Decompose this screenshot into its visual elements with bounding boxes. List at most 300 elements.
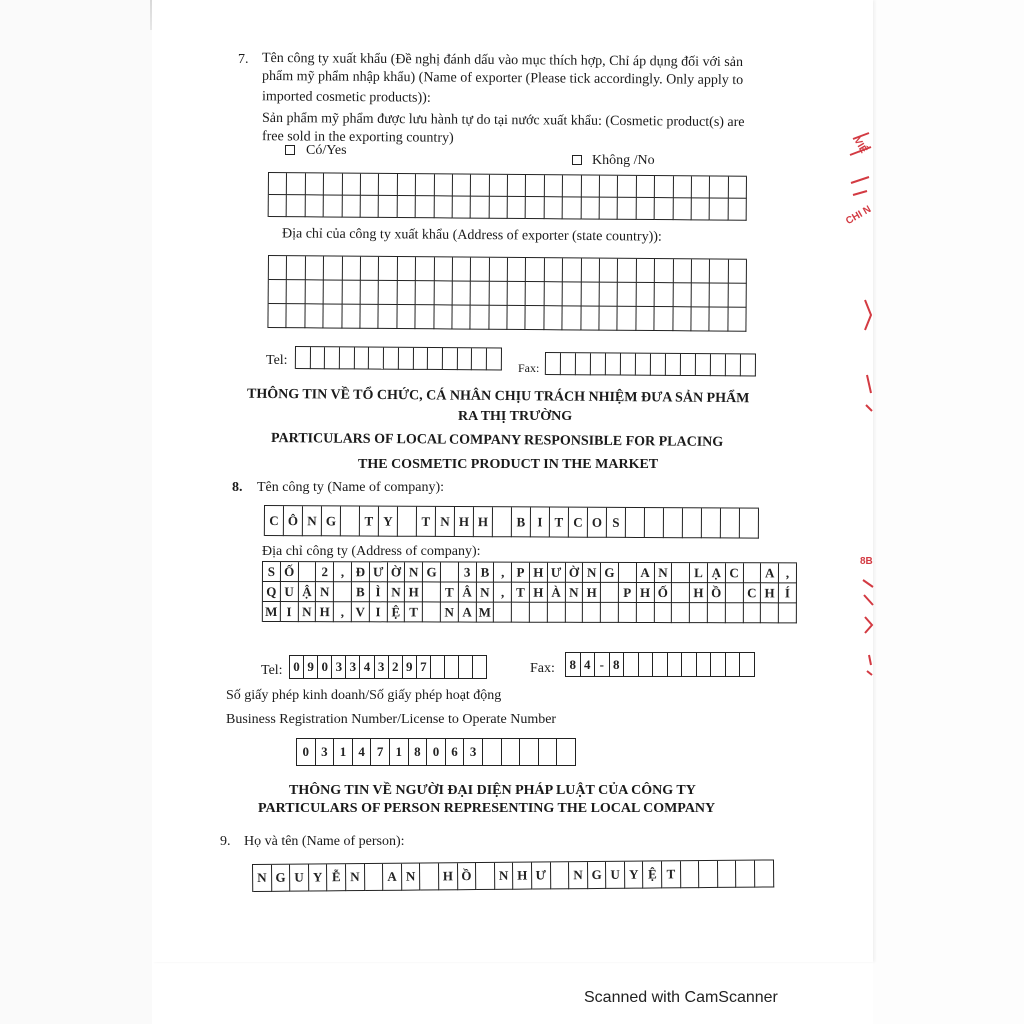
char-box[interactable]: H	[474, 507, 493, 537]
char-box[interactable]	[413, 348, 428, 370]
char-box[interactable]	[526, 175, 545, 197]
person-name-grid[interactable]	[252, 859, 774, 892]
char-box[interactable]: 0	[427, 739, 446, 766]
char-box[interactable]	[507, 306, 526, 330]
char-box[interactable]	[369, 348, 384, 370]
char-box[interactable]	[397, 281, 416, 305]
char-box[interactable]: T	[360, 507, 379, 537]
char-box[interactable]	[702, 508, 721, 538]
char-box[interactable]	[655, 198, 674, 220]
char-box[interactable]: C	[569, 508, 588, 538]
char-box[interactable]: H	[637, 583, 655, 603]
char-box[interactable]	[692, 176, 711, 198]
char-box[interactable]: V	[352, 602, 370, 622]
char-box[interactable]: 1	[334, 739, 353, 766]
char-box[interactable]	[434, 257, 453, 281]
char-box[interactable]: Ờ	[565, 563, 583, 583]
char-box[interactable]: 6	[446, 739, 465, 766]
char-box[interactable]	[626, 508, 645, 538]
char-box[interactable]: T	[550, 507, 569, 537]
char-box[interactable]	[399, 348, 414, 370]
char-box[interactable]	[361, 174, 380, 196]
char-box[interactable]: 3	[332, 656, 346, 679]
char-box[interactable]	[619, 603, 637, 623]
char-box[interactable]: Ì	[370, 582, 388, 602]
char-box[interactable]: ,	[494, 563, 512, 583]
char-box[interactable]: N	[436, 507, 455, 537]
char-box[interactable]	[600, 259, 619, 283]
char-box[interactable]: ,	[779, 563, 797, 583]
char-box[interactable]: U	[281, 582, 299, 602]
char-box[interactable]	[473, 656, 487, 679]
char-box[interactable]: 4	[581, 653, 596, 677]
char-box[interactable]	[718, 861, 737, 888]
char-box[interactable]	[476, 863, 495, 890]
char-box[interactable]	[729, 177, 748, 199]
char-box[interactable]: H	[530, 563, 548, 583]
char-box[interactable]	[489, 197, 508, 219]
char-box[interactable]	[340, 347, 355, 369]
char-box[interactable]	[673, 176, 692, 198]
char-box[interactable]	[581, 175, 600, 197]
char-box[interactable]	[489, 306, 508, 330]
char-box[interactable]	[379, 305, 398, 329]
char-box[interactable]	[361, 196, 380, 218]
char-box[interactable]	[494, 603, 512, 623]
char-box[interactable]: Ễ	[327, 864, 346, 891]
char-box[interactable]: 4	[353, 739, 372, 766]
char-box[interactable]	[637, 603, 655, 623]
char-box[interactable]	[520, 739, 539, 766]
char-box[interactable]	[453, 257, 472, 281]
char-box[interactable]: T	[662, 861, 681, 888]
char-box[interactable]	[443, 348, 458, 370]
char-box[interactable]	[508, 175, 527, 197]
char-box[interactable]: I	[281, 602, 299, 622]
char-box[interactable]: U	[290, 865, 309, 892]
char-box[interactable]	[452, 305, 471, 329]
char-box[interactable]: H	[513, 863, 532, 890]
char-box[interactable]	[445, 656, 459, 679]
char-box[interactable]: N	[565, 583, 583, 603]
char-box[interactable]	[606, 353, 621, 375]
char-box[interactable]: G	[423, 562, 441, 582]
company-tel-grid[interactable]	[289, 655, 487, 679]
char-box[interactable]: U	[606, 862, 625, 889]
company-name-grid[interactable]	[264, 505, 759, 539]
char-box[interactable]	[416, 174, 435, 196]
char-box[interactable]: T	[405, 602, 423, 622]
char-box[interactable]	[583, 603, 601, 623]
char-box[interactable]	[287, 173, 306, 195]
char-box[interactable]	[287, 195, 306, 217]
char-box[interactable]	[398, 507, 417, 537]
char-box[interactable]	[599, 307, 618, 331]
char-box[interactable]: M	[476, 603, 494, 623]
char-box[interactable]	[287, 304, 306, 328]
char-box[interactable]	[726, 354, 741, 376]
char-box[interactable]: ,	[334, 562, 352, 582]
char-box[interactable]	[637, 259, 656, 283]
char-box[interactable]	[672, 563, 690, 583]
char-box[interactable]: Y	[379, 507, 398, 537]
char-box[interactable]	[545, 175, 564, 197]
char-box[interactable]: Ư	[532, 862, 551, 889]
char-box[interactable]	[561, 353, 576, 375]
char-box[interactable]: N	[583, 563, 601, 583]
char-box[interactable]: 8	[566, 653, 581, 677]
char-box[interactable]: -	[595, 653, 610, 677]
char-box[interactable]: O	[588, 508, 607, 538]
char-box[interactable]	[728, 199, 747, 221]
char-box[interactable]: 9	[304, 656, 318, 679]
char-box[interactable]	[581, 306, 600, 330]
char-box[interactable]	[711, 653, 726, 677]
char-box[interactable]: H	[455, 507, 474, 537]
char-box[interactable]	[563, 306, 582, 330]
char-box[interactable]	[361, 281, 380, 305]
char-box[interactable]	[681, 861, 700, 888]
char-box[interactable]	[423, 582, 441, 602]
char-box[interactable]	[550, 862, 569, 889]
char-box[interactable]	[360, 305, 379, 329]
char-box[interactable]: Ư	[548, 563, 566, 583]
char-box[interactable]	[416, 281, 435, 305]
char-box[interactable]	[365, 864, 384, 891]
char-box[interactable]	[299, 562, 317, 582]
char-box[interactable]	[654, 603, 672, 623]
char-box[interactable]	[398, 257, 417, 281]
char-box[interactable]	[600, 176, 619, 198]
char-box[interactable]: N	[303, 506, 322, 536]
char-box[interactable]	[305, 280, 324, 304]
char-box[interactable]: A	[383, 864, 402, 891]
char-box[interactable]	[581, 282, 600, 306]
char-box[interactable]	[621, 354, 636, 376]
char-box[interactable]	[416, 305, 435, 329]
char-box[interactable]	[502, 739, 521, 766]
char-box[interactable]: ,	[334, 602, 352, 622]
char-box[interactable]	[471, 258, 490, 282]
char-box[interactable]	[672, 583, 690, 603]
char-box[interactable]	[673, 283, 692, 307]
char-box[interactable]	[710, 198, 729, 220]
char-box[interactable]	[740, 653, 755, 677]
char-box[interactable]	[637, 176, 656, 198]
char-box[interactable]	[342, 174, 361, 196]
char-box[interactable]	[721, 508, 740, 538]
char-box[interactable]	[434, 281, 453, 305]
char-box[interactable]: A	[637, 563, 655, 583]
char-box[interactable]	[546, 353, 561, 375]
char-box[interactable]	[636, 283, 655, 307]
char-box[interactable]	[710, 283, 729, 307]
char-box[interactable]	[655, 283, 674, 307]
char-box[interactable]	[483, 739, 502, 766]
char-box[interactable]: Ạ	[708, 563, 726, 583]
char-box[interactable]: N	[476, 583, 494, 603]
char-box[interactable]	[548, 603, 566, 623]
char-box[interactable]	[653, 653, 668, 677]
char-box[interactable]: T	[441, 582, 459, 602]
char-box[interactable]	[618, 283, 637, 307]
char-box[interactable]	[472, 348, 487, 370]
char-box[interactable]	[324, 256, 343, 280]
char-box[interactable]: 7	[371, 739, 390, 766]
char-box[interactable]: C	[265, 506, 284, 536]
char-box[interactable]	[431, 656, 445, 679]
char-box[interactable]: H	[316, 602, 334, 622]
char-box[interactable]	[379, 174, 398, 196]
char-box[interactable]	[664, 508, 683, 538]
char-box[interactable]	[416, 257, 435, 281]
char-box[interactable]	[471, 282, 490, 306]
char-box[interactable]: Ệ	[643, 861, 662, 888]
char-box[interactable]	[268, 304, 287, 328]
char-box[interactable]: S	[263, 562, 281, 582]
char-box[interactable]	[334, 582, 352, 602]
char-box[interactable]: H	[583, 583, 601, 603]
char-box[interactable]	[539, 739, 558, 766]
char-box[interactable]	[269, 195, 288, 217]
char-box[interactable]: B	[352, 582, 370, 602]
char-box[interactable]: T	[512, 583, 530, 603]
char-box[interactable]: N	[654, 563, 672, 583]
char-box[interactable]	[673, 198, 692, 220]
char-box[interactable]	[526, 306, 545, 330]
char-box[interactable]	[459, 656, 473, 679]
char-box[interactable]: A	[459, 603, 477, 623]
char-box[interactable]	[311, 347, 326, 369]
char-box[interactable]	[779, 603, 797, 623]
char-box[interactable]: Ố	[654, 583, 672, 603]
char-box[interactable]: C	[726, 563, 744, 583]
char-box[interactable]: 4	[360, 656, 374, 679]
char-box[interactable]: 9	[403, 656, 417, 679]
char-box[interactable]	[306, 256, 325, 280]
char-box[interactable]	[487, 348, 502, 370]
char-box[interactable]	[708, 603, 726, 623]
char-box[interactable]	[600, 198, 619, 220]
char-box[interactable]	[726, 653, 741, 677]
char-box[interactable]: N	[346, 864, 365, 891]
char-box[interactable]: N	[441, 602, 459, 622]
char-box[interactable]: Q	[263, 582, 281, 602]
char-box[interactable]: H	[761, 583, 779, 603]
char-box[interactable]	[434, 174, 453, 196]
char-box[interactable]: A	[761, 563, 779, 583]
char-box[interactable]	[379, 257, 398, 281]
char-box[interactable]: 3	[464, 739, 483, 766]
char-box[interactable]: N	[405, 562, 423, 582]
char-box[interactable]: 7	[417, 656, 431, 679]
char-box[interactable]: G	[601, 563, 619, 583]
char-box[interactable]: À	[548, 583, 566, 603]
char-box[interactable]	[361, 257, 380, 281]
char-box[interactable]	[471, 306, 490, 330]
char-box[interactable]	[645, 508, 664, 538]
char-box[interactable]	[682, 653, 697, 677]
char-box[interactable]	[441, 562, 459, 582]
char-box[interactable]	[601, 583, 619, 603]
char-box[interactable]: 0	[297, 739, 316, 766]
char-box[interactable]: Ậ	[298, 582, 316, 602]
char-box[interactable]	[287, 256, 306, 280]
char-box[interactable]: 8	[409, 739, 428, 766]
exporter-address-grid[interactable]	[267, 255, 747, 332]
char-box[interactable]: Í	[779, 583, 797, 603]
char-box[interactable]	[324, 173, 343, 195]
char-box[interactable]	[619, 563, 637, 583]
char-box[interactable]: N	[495, 863, 514, 890]
char-box[interactable]	[508, 258, 527, 282]
exporter-fax-grid[interactable]	[545, 352, 756, 376]
char-box[interactable]: Ệ	[387, 602, 405, 622]
char-box[interactable]: 3	[316, 739, 335, 766]
char-box[interactable]	[325, 347, 340, 369]
char-box[interactable]: Ư	[370, 562, 388, 582]
char-box[interactable]: H	[530, 583, 548, 603]
char-box[interactable]: B	[477, 563, 495, 583]
char-box[interactable]	[420, 863, 439, 890]
char-box[interactable]: 2	[389, 656, 403, 679]
char-box[interactable]	[544, 282, 563, 306]
char-box[interactable]: L	[690, 563, 708, 583]
char-box[interactable]: 0	[290, 656, 304, 679]
char-box[interactable]	[493, 507, 512, 537]
char-box[interactable]	[692, 283, 711, 307]
char-box[interactable]	[581, 258, 600, 282]
char-box[interactable]	[726, 603, 744, 623]
char-box[interactable]	[563, 282, 582, 306]
char-box[interactable]	[544, 197, 563, 219]
char-box[interactable]	[453, 281, 472, 305]
char-box[interactable]	[324, 195, 343, 217]
char-box[interactable]: I	[370, 602, 388, 622]
char-box[interactable]: 3	[346, 656, 360, 679]
char-box[interactable]	[324, 304, 343, 328]
char-box[interactable]: B	[512, 507, 531, 537]
char-box[interactable]	[624, 653, 639, 677]
char-box[interactable]	[342, 281, 361, 305]
char-box[interactable]	[576, 353, 591, 375]
char-box[interactable]: 0	[318, 656, 332, 679]
char-box[interactable]: N	[316, 582, 334, 602]
char-box[interactable]	[581, 197, 600, 219]
char-box[interactable]	[545, 258, 564, 282]
no-checkbox[interactable]	[572, 155, 582, 165]
char-box[interactable]	[379, 281, 398, 305]
char-box[interactable]	[296, 347, 311, 369]
company-address-grid[interactable]	[262, 561, 797, 623]
char-box[interactable]	[710, 259, 729, 283]
char-box[interactable]: Ồ	[708, 583, 726, 603]
char-box[interactable]	[761, 603, 779, 623]
char-box[interactable]: H	[405, 582, 423, 602]
char-box[interactable]	[668, 653, 683, 677]
char-box[interactable]	[512, 603, 530, 623]
char-box[interactable]	[269, 280, 288, 304]
char-box[interactable]	[692, 198, 711, 220]
char-box[interactable]	[530, 603, 548, 623]
char-box[interactable]	[666, 354, 681, 376]
char-box[interactable]	[681, 354, 696, 376]
char-box[interactable]: 3	[375, 656, 389, 679]
char-box[interactable]	[508, 282, 527, 306]
char-box[interactable]: Đ	[352, 562, 370, 582]
char-box[interactable]	[397, 196, 416, 218]
char-box[interactable]	[490, 175, 509, 197]
char-box[interactable]	[434, 305, 453, 329]
char-box[interactable]	[434, 196, 453, 218]
char-box[interactable]	[692, 259, 711, 283]
char-box[interactable]	[526, 282, 545, 306]
char-box[interactable]	[269, 173, 288, 195]
char-box[interactable]: I	[531, 507, 550, 537]
char-box[interactable]	[601, 603, 619, 623]
char-box[interactable]	[743, 563, 761, 583]
char-box[interactable]: Ố	[281, 562, 299, 582]
char-box[interactable]	[728, 308, 747, 332]
char-box[interactable]	[508, 197, 527, 219]
char-box[interactable]	[639, 653, 654, 677]
char-box[interactable]	[651, 354, 666, 376]
char-box[interactable]: G	[272, 865, 291, 892]
char-box[interactable]	[457, 348, 472, 370]
char-box[interactable]	[736, 861, 755, 888]
char-box[interactable]: N	[387, 582, 405, 602]
char-box[interactable]: C	[743, 583, 761, 603]
char-box[interactable]	[563, 258, 582, 282]
char-box[interactable]	[526, 197, 545, 219]
char-box[interactable]	[683, 508, 702, 538]
char-box[interactable]	[755, 860, 774, 887]
char-box[interactable]: 8	[610, 653, 625, 677]
yes-checkbox[interactable]	[285, 145, 295, 155]
char-box[interactable]: G	[322, 506, 341, 536]
exporter-name-grid[interactable]	[268, 172, 747, 221]
char-box[interactable]	[728, 284, 747, 308]
char-box[interactable]	[305, 195, 324, 217]
char-box[interactable]	[563, 175, 582, 197]
char-box[interactable]: 2	[316, 562, 334, 582]
char-box[interactable]	[655, 307, 674, 331]
char-box[interactable]	[690, 603, 708, 623]
char-box[interactable]	[423, 602, 441, 622]
char-box[interactable]: G	[588, 862, 607, 889]
char-box[interactable]	[379, 196, 398, 218]
char-box[interactable]: 3	[459, 563, 477, 583]
char-box[interactable]: ,	[494, 583, 512, 603]
char-box[interactable]	[489, 258, 508, 282]
char-box[interactable]: N	[253, 865, 272, 892]
char-box[interactable]: Ờ	[388, 562, 406, 582]
char-box[interactable]: S	[607, 508, 626, 538]
char-box[interactable]: Â	[459, 583, 477, 603]
char-box[interactable]: H	[690, 583, 708, 603]
char-box[interactable]	[416, 196, 435, 218]
char-box[interactable]	[741, 354, 756, 376]
exporter-tel-grid[interactable]	[295, 346, 502, 370]
char-box[interactable]	[655, 259, 674, 283]
char-box[interactable]	[557, 739, 576, 766]
char-box[interactable]: M	[263, 602, 281, 622]
char-box[interactable]	[696, 354, 711, 376]
char-box[interactable]	[397, 305, 416, 329]
char-box[interactable]	[711, 354, 726, 376]
char-box[interactable]	[324, 280, 343, 304]
char-box[interactable]	[636, 307, 655, 331]
